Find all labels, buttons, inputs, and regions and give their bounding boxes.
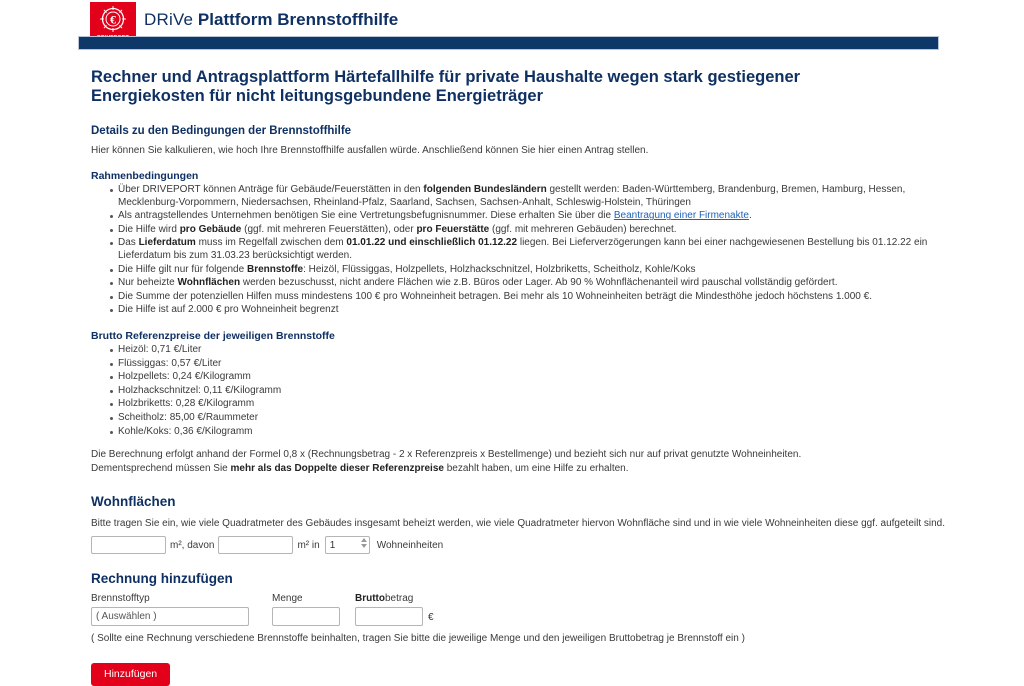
condition-item (110, 264, 954, 277)
condition-text: Nur beheizte (118, 277, 178, 289)
formula-line-1: Die Berechnung erfolgt anhand der Formel 0,8 x (Rechnungsbetrag - 2 x Referenzpreis x Bestellmenge) und bezieht sich nur auf privat genutzte Wohneinheiten. (91, 449, 802, 461)
reference-price-item: Holzbriketts: 0,28 €/Kilogramm (110, 398, 954, 411)
condition-text-suffix: gestellt werden: Baden-Württemberg, Brandenburg, Bremen, Hamburg, Hessen, Mecklenburg-Vorpommern, Niedersachsen, Rheinland-Pfalz, Saarland, Sachsen, Sachsen-Anhalt, Schleswig-Holstein, Thüringen (118, 184, 906, 208)
condition-text-suffix: : Heizöl, Flüssiggas, Holzpellets, Holzhackschnitzel, Holzbriketts, Scheitholz, Kohle/Koks (303, 263, 696, 275)
rechnung-notice: ( Sollte eine Rechnung verschiedene Brennstoffe beinhalten, tragen Sie bitte die jeweilige Menge und den jeweiligen Bruttobetrag je Brennstoff ein ) (91, 633, 745, 645)
gross-amount-label (355, 593, 423, 604)
fuel-type-group (91, 593, 249, 626)
currency-symbol: € (428, 612, 434, 624)
conditions-heading: Rahmenbedingungen (91, 170, 199, 182)
reference-price-item: Scheitholz: 85,00 €/Raummeter (110, 412, 954, 425)
formula-line-2-suffix: bezahlt haben, um eine Hilfe zu erhalten. (443, 462, 629, 474)
units-stepper[interactable] (325, 536, 370, 554)
gross-amount-input[interactable] (355, 607, 423, 626)
reference-price-item: Holzhackschnitzel: 0,11 €/Kilogramm (110, 385, 954, 398)
rechnung-form-row (91, 593, 954, 626)
wohnflaechen-section (91, 494, 954, 554)
condition-text-mid: muss im Regelfall zwischen dem (195, 237, 347, 249)
main-content (0, 48, 1024, 686)
unit-label-total: m², davon (170, 539, 215, 551)
unit-label-living: m² in (297, 539, 320, 551)
condition-item (110, 291, 954, 304)
reference-price-item: Holzpellets: 0,24 €/Kilogramm (110, 371, 954, 384)
chevron-up-icon[interactable] (361, 538, 367, 542)
reference-price-item: Flüssiggas: 0,57 €/Liter (110, 358, 954, 371)
condition-text-suffix: (ggf. mit mehreren Gebäuden) berechnet. (489, 223, 677, 235)
formula-line-2-bold: mehr als das Doppelte dieser Referenzpreise (230, 462, 444, 474)
condition-text: Das (118, 237, 139, 249)
condition-text: Die Hilfe ist auf 2.000 € pro Wohneinheit begrenzt (118, 304, 339, 316)
amount-group (272, 593, 340, 626)
fuel-type-select[interactable] (91, 607, 249, 626)
condition-emphasis-2: 01.01.22 und einschließlich 01.12.22 (346, 237, 518, 249)
condition-item (110, 277, 954, 290)
brand-title-bold: Plattform Brennstoffhilfe (197, 10, 399, 29)
condition-text: Die Hilfe wird (118, 223, 180, 235)
chevron-down-icon[interactable] (361, 544, 367, 548)
amount-label: Menge (272, 593, 303, 605)
rechnung-heading: Rechnung hinzufügen (91, 571, 233, 587)
condition-text: Als antragstellendes Unternehmen benötigen Sie eine Vertretungsbefugnisnummer. Diese erhalten Sie über die (118, 210, 614, 222)
condition-item (110, 304, 954, 317)
condition-emphasis: Lieferdatum (138, 237, 196, 249)
condition-item (110, 210, 954, 223)
fuel-type-label: Brennstofftyp (91, 593, 150, 605)
condition-text-suffix: werden bezuschusst, nicht andere Flächen wie z.B. Büros oder Lager. Ab 90 % Wohnflächenanteil wird pauschal vollständig gefördert. (240, 277, 838, 289)
reference-price-item: Kohle/Koks: 0,36 €/Kilogramm (110, 426, 954, 439)
condition-item (110, 237, 954, 262)
wohnflaechen-hint: Bitte tragen Sie ein, wie viele Quadratmeter des Gebäudes insgesamt beheizt werden, wie viele Quadratmeter hiervon Wohnfläche sind und in wie viele Wohneinheiten diese ggf. aufgeteilt sind. (91, 518, 946, 530)
gross-amount-group (355, 593, 423, 626)
gross-amount-label-bold: Brutto (355, 593, 385, 605)
reference-prices-heading: Brutto Referenzpreise der jeweiligen Brennstoffe (91, 329, 335, 342)
condition-emphasis-2: pro Feuerstätte (416, 223, 490, 235)
stepper-arrows[interactable] (361, 538, 367, 548)
condition-text: Die Summe der potenziellen Hilfen muss mindestens 100 € pro Wohneinheit betragen. Bei mehr als 10 Wohneinheiten beträgt die Mindesthöhe jedoch höchstens 1.000 €. (118, 290, 872, 302)
wohnflaechen-heading: Wohnflächen (91, 494, 176, 510)
living-area-input[interactable] (218, 536, 293, 554)
condition-emphasis: Brennstoffe (246, 263, 304, 275)
condition-emphasis: Wohnflächen (177, 277, 241, 289)
formula-line-2-prefix: Dementsprechend müssen Sie (91, 462, 231, 474)
housing-units-label: Wohneinheiten (376, 539, 444, 551)
rechnung-section (91, 571, 954, 686)
condition-text: Die Hilfe gilt nur für folgende (118, 263, 247, 275)
details-lead-text: Hier können Sie kalkulieren, wie hoch Ihre Brennstoffhilfe ausfallen würde. Anschließend können Sie hier einen Antrag stellen. (91, 145, 649, 156)
wohnflaechen-field-row (91, 536, 954, 554)
amount-input[interactable] (272, 607, 340, 626)
svg-text:€: € (110, 12, 116, 27)
page-title: Rechner und Antragsplattform Härtefallhilfe für private Haushalte wegen stark gestiegener Energiekosten für nicht leitungsgebundene Energieträger (91, 68, 801, 105)
condition-emphasis: folgenden Bundesländern (423, 184, 547, 195)
condition-item (110, 224, 954, 237)
condition-text-mid: (ggf. mit mehreren Feuerstätten), oder (241, 223, 417, 235)
add-invoice-button[interactable]: Hinzufügen (91, 663, 170, 686)
condition-text: Über DRIVEPORT können Anträge für Gebäude/Feuerstätten in den (118, 184, 424, 195)
firmenakte-link[interactable]: Beantragung einer Firmenakte (613, 210, 749, 222)
euro-coin-icon (97, 4, 129, 36)
reference-price-item: Heizöl: 0,71 €/Liter (110, 344, 954, 357)
condition-text-suffix: . (748, 210, 752, 222)
condition-emphasis: pro Gebäude (179, 223, 242, 235)
gross-amount-label-rest: betrag (385, 593, 414, 605)
condition-item (110, 184, 954, 209)
formula-paragraph (91, 448, 851, 475)
condition-text-suffix: liegen. Bei Lieferverzögerungen kann bei einer nachgewiesenen Bestellung bis 01.12.22 ein Lieferdatum bis zum 31.03.23 berücksichtigt werden. (118, 237, 928, 261)
brand-title-light: DRiVe (144, 10, 194, 29)
reference-prices-list (91, 344, 954, 438)
brand-title (144, 10, 398, 30)
site-header (0, 0, 1024, 48)
details-heading: Details zu den Bedingungen der Brennstoffhilfe (91, 125, 352, 137)
total-heated-area-input[interactable] (91, 536, 166, 554)
conditions-list (91, 184, 954, 317)
